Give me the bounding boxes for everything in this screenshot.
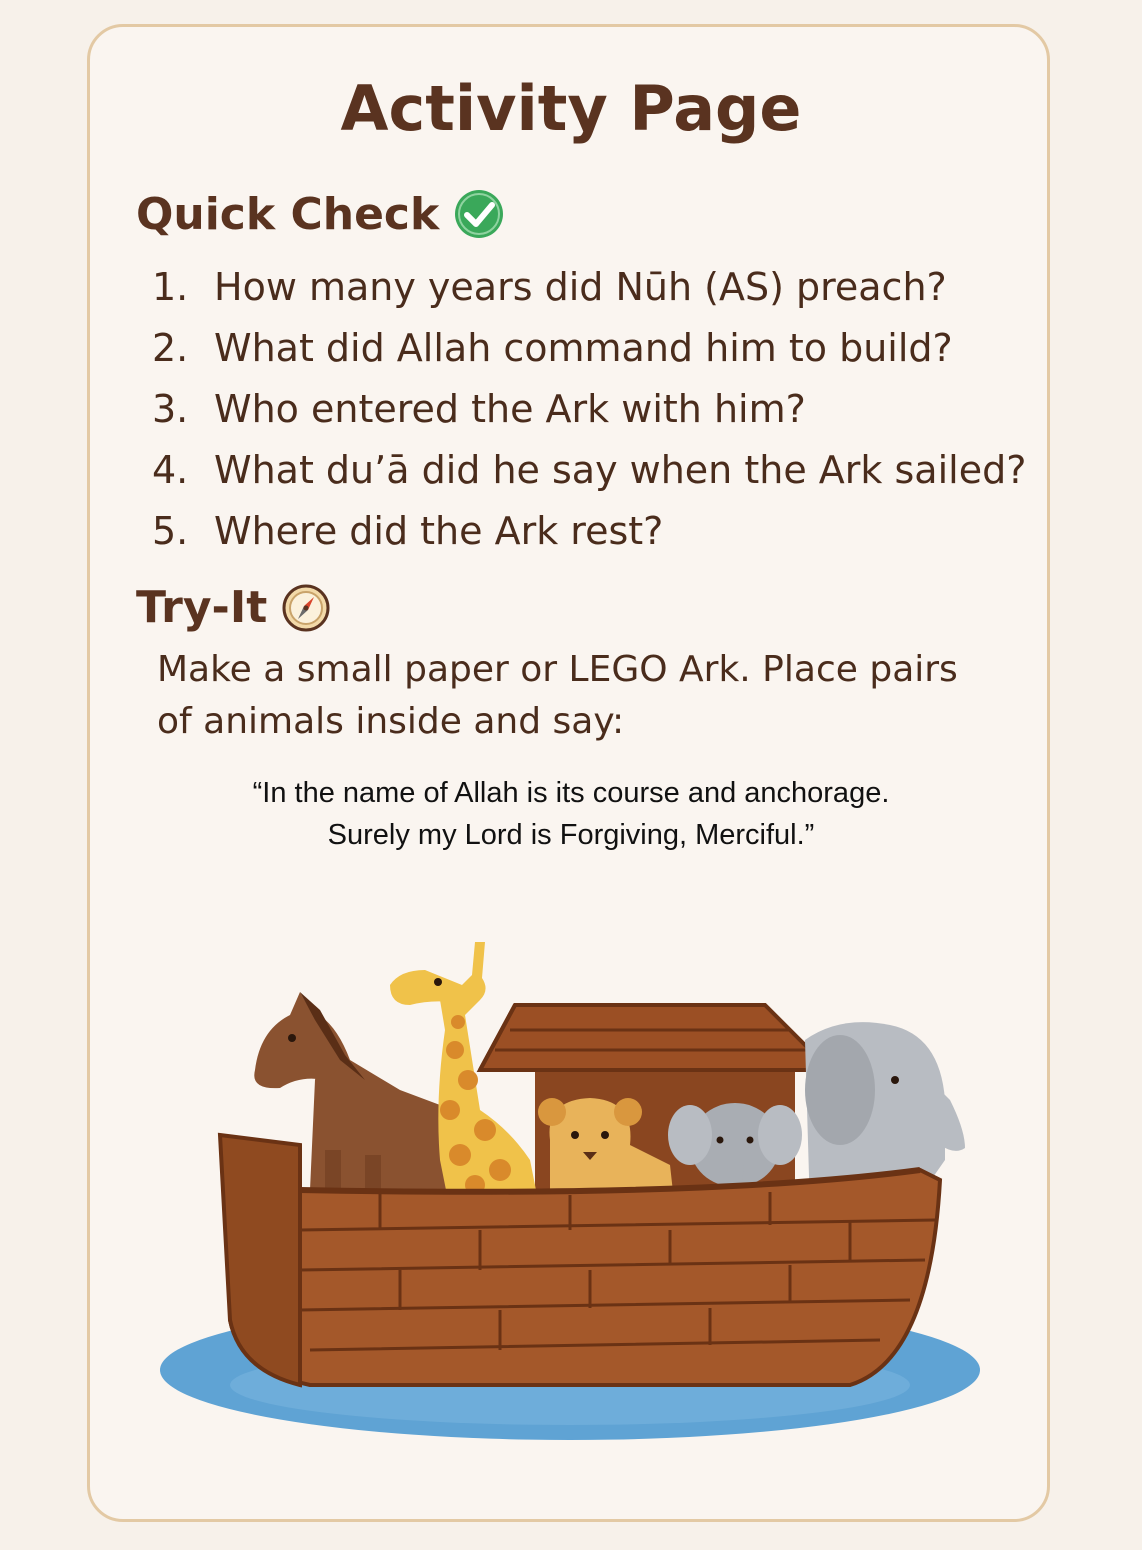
check-circle-icon: [453, 188, 505, 240]
question-text: What did Allah command him to build?: [214, 325, 953, 370]
list-item: [152, 378, 1026, 439]
try-it-heading: [136, 582, 331, 633]
try-it-line: Make a small paper or LEGO Ark. Place pairs: [157, 649, 958, 690]
try-it-line: of animals inside and say:: [157, 701, 625, 742]
quote-line: Surely my Lord is Forgiving, Merciful.”: [327, 819, 815, 851]
try-it-label: Try-It: [136, 582, 268, 633]
quick-check-label: Quick Check: [136, 188, 440, 240]
question-text: How many years did Nūh (AS) preach?: [214, 264, 947, 309]
question-text: Where did the Ark rest?: [214, 508, 664, 553]
list-item: [152, 439, 1026, 500]
page-title: Activity Page: [340, 72, 802, 145]
question-text: What du’ā did he say when the Ark sailed?: [214, 447, 1027, 492]
dua-quote: [0, 772, 1142, 856]
question-number: 1.: [152, 264, 189, 309]
question-list: [152, 256, 1026, 561]
compass-icon: [281, 583, 331, 633]
question-number: 4.: [152, 447, 189, 492]
quick-check-heading: [136, 188, 505, 240]
question-text: Who entered the Ark with him?: [214, 386, 806, 431]
question-number: 3.: [152, 386, 189, 431]
question-number: 5.: [152, 508, 189, 553]
question-number: 2.: [152, 325, 189, 370]
list-item: [152, 317, 1026, 378]
try-it-instructions: [157, 644, 977, 748]
quote-line: “In the name of Allah is its course and anchorage.: [252, 777, 890, 809]
ark-illustration: [150, 930, 990, 1450]
list-item: [152, 500, 1026, 561]
list-item: [152, 256, 1026, 317]
